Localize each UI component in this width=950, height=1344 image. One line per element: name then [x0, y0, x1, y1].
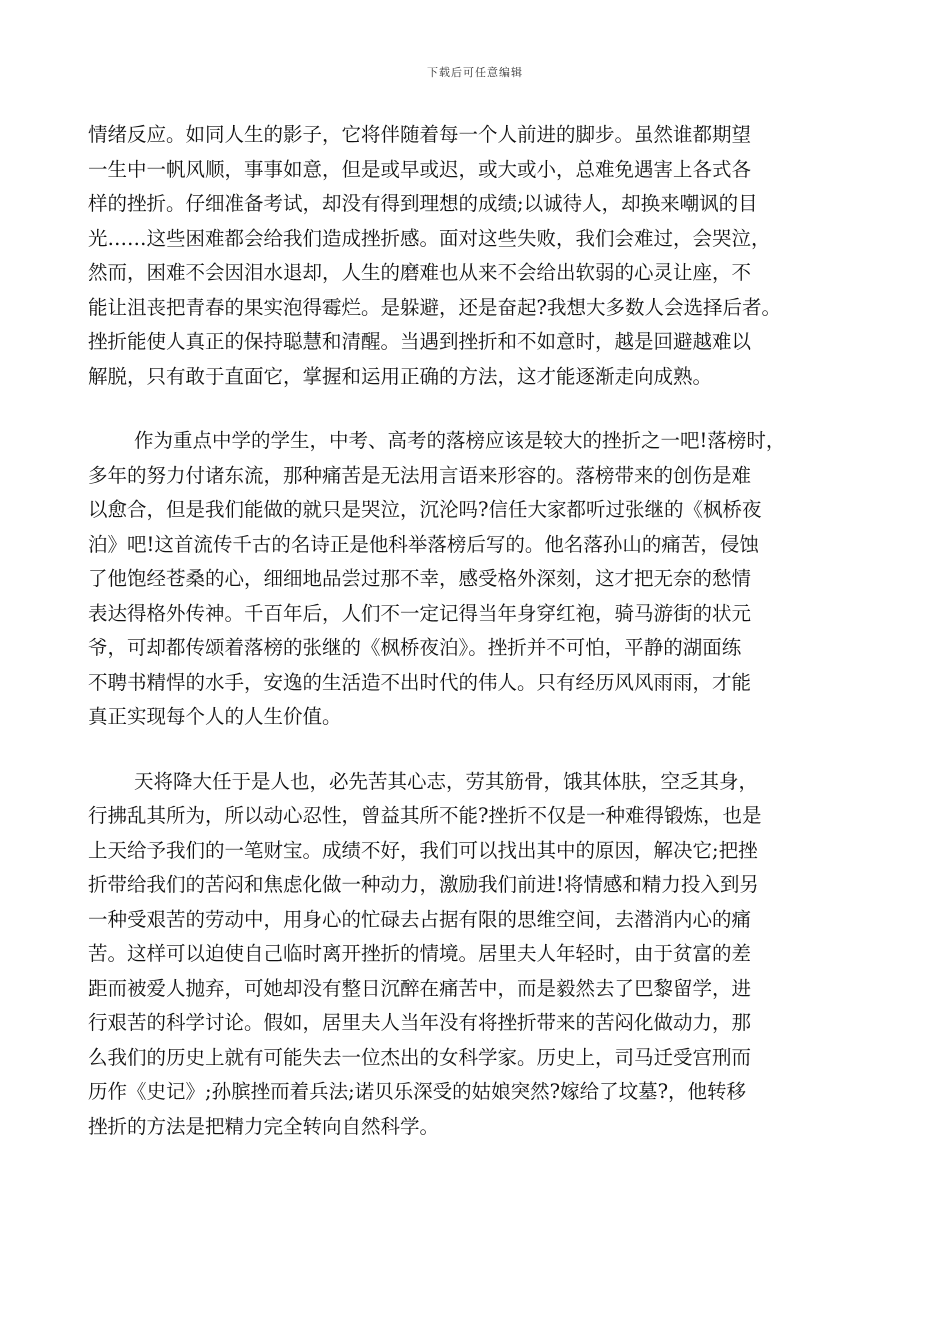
text-line: 光……这些困难都会给我们造成挫折感。面对这些失败，我们会难过，会哭泣， — [88, 226, 771, 250]
text-line: 天将降大任于是人也，必先苦其心志，劳其筋骨，饿其体肤，空乏其身， — [134, 769, 759, 793]
text-line: 么我们的历史上就有可能失去一位杰出的女科学家。历史上，司马迁受宫刑而 — [88, 1045, 752, 1069]
text-line: 了他饱经苍桑的心，细细地品尝过那不幸，感受格外深刻，这才把无奈的愁情 — [88, 567, 752, 590]
text-line: 历作《史记》;孙膑挫而着兵法;诺贝乐深受的姑娘突然?嫁给了坟墓?，他转移 — [88, 1080, 747, 1103]
text-line: 挫折的方法是把精力完全转向自然科学。 — [88, 1114, 440, 1138]
text-line: 解脱，只有敢于直面它，掌握和运用正确的方法，这才能逐渐走向成熟。 — [88, 364, 713, 388]
page-header-note: 下载后可任意编辑 — [427, 66, 523, 79]
text-line: 情绪反应。如同人生的影子，它将伴随着每一个人前进的脚步。虽然谁都期望 — [88, 123, 752, 146]
text-line: 然而，困难不会因泪水退却，人生的磨难也从来不会给出软弱的心灵让座，不 — [88, 261, 752, 284]
text-line: 挫折能使人真正的保持聪慧和清醒。当遇到挫折和不如意时，越是回避越难以 — [88, 330, 752, 353]
text-line: 样的挫折。仔细准备考试，却没有得到理想的成绩;以诚待人，却换来嘲讽的目 — [88, 192, 758, 215]
text-line: 一生中一帆风顺，事事如意，但是或早或迟，或大或小，总难免遇害上各式各 — [88, 157, 752, 181]
paragraph-3 — [88, 765, 872, 1145]
text-line: 能让沮丧把青春的果实泡得霉烂。是躲避，还是奋起?我想大多数人会选择后者。 — [88, 295, 781, 319]
text-line: 行拂乱其所为，所以动心忍性，曾益其所不能?挫折不仅是一种难得锻炼，也是 — [88, 804, 762, 827]
text-line: 真正实现每个人的人生价值。 — [88, 705, 342, 728]
text-line: 苦。这样可以迫使自己临时离开挫折的情境。居里夫人年轻时，由于贫富的差 — [88, 942, 752, 965]
paragraph-2 — [88, 424, 872, 735]
text-line: 爷，可却都传颂着落榜的张继的《枫桥夜泊》。挫折并不可怕，平静的湖面练 — [88, 636, 742, 659]
document-body — [88, 118, 872, 1144]
text-line: 以愈合，但是我们能做的就只是哭泣，沉沦吗?信任大家都听过张继的《枫桥夜 — [88, 498, 762, 521]
text-line: 距而被爱人抛弃，可她却没有整日沉醉在痛苦中，而是毅然去了巴黎留学，进 — [88, 976, 752, 1000]
text-line: 作为重点中学的学生，中考、高考的落榜应该是较大的挫折之一吧!落榜时， — [134, 429, 786, 452]
text-line: 上天给予我们的一笔财宝。成绩不好，我们可以找出其中的原因，解决它;把挫 — [88, 838, 758, 862]
text-line: 一种受艰苦的劳动中，用身心的忙碌去占据有限的思维空间，去潜消内心的痛 — [88, 907, 752, 931]
text-line: 不聘书精悍的水手，安逸的生活造不出时代的伟人。只有经历风风雨雨，才能 — [88, 670, 752, 694]
text-line: 多年的努力付诸东流，那种痛苦是无法用言语来形容的。落榜带来的创伤是难 — [88, 463, 752, 487]
text-line: 泊》吧!这首流传千古的名诗正是他科举落榜后写的。他名落孙山的痛苦，侵蚀 — [88, 532, 759, 556]
text-line: 表达得格外传神。千百年后，人们不一定记得当年身穿红袍，骑马游街的状元 — [88, 601, 752, 625]
text-line: 行艰苦的科学讨论。假如，居里夫人当年没有将挫折带来的苦闷化做动力，那 — [88, 1011, 752, 1034]
paragraph-1 — [88, 118, 872, 394]
text-line: 折带给我们的苦闷和焦虑化做一种动力，激励我们前进!将情感和精力投入到另 — [88, 873, 759, 896]
